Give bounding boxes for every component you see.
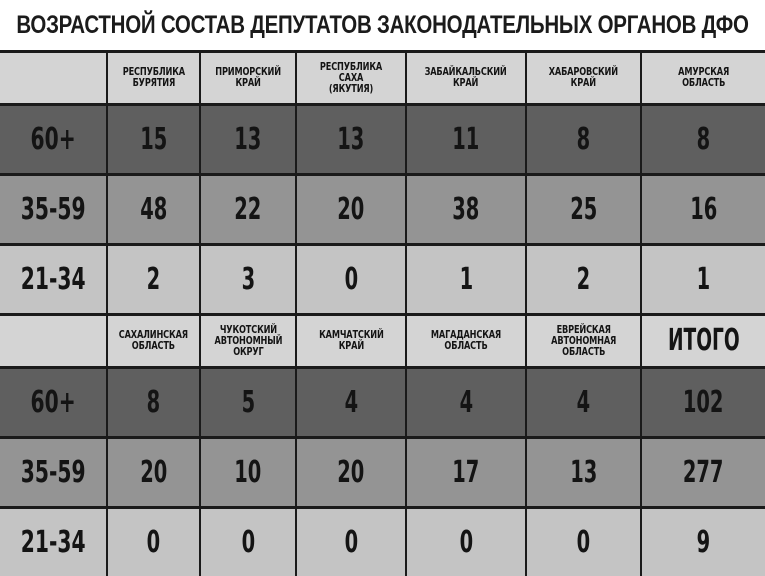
value-text: 277: [683, 455, 724, 490]
row-21-34: [0, 246, 765, 313]
header-label: РЕСПУБЛИКА САХА (ЯКУТИЯ): [319, 60, 383, 95]
header-label: ПРИМОРСКИЙ КРАЙ: [215, 66, 281, 89]
value-cell: [295, 439, 405, 506]
value-cell: [525, 439, 640, 506]
value-cell: [405, 176, 525, 243]
value-cell: [106, 176, 199, 243]
region-header: [199, 316, 295, 366]
value-text: 4: [576, 385, 591, 420]
age-group-label: [0, 369, 106, 436]
region-header: [199, 53, 295, 103]
value-cell: [640, 439, 765, 506]
row-35-59: [0, 176, 765, 243]
region-header: [640, 53, 765, 103]
header-label: АМУРСКАЯ ОБЛАСТЬ: [678, 66, 729, 89]
value-text: 38: [452, 192, 480, 227]
value-cell: [525, 369, 640, 436]
value-cell: [106, 246, 199, 313]
value-text: 1: [459, 262, 473, 297]
region-header: [405, 53, 525, 103]
value-text: 8: [576, 122, 591, 157]
value-text: 0: [576, 525, 591, 560]
age-group-label: [0, 106, 106, 173]
header-label: САХАЛИНСКАЯ ОБЛАСТЬ: [118, 329, 189, 352]
value-text: 17: [452, 455, 480, 490]
value-text: 15: [139, 122, 168, 157]
value-text: 0: [459, 525, 473, 560]
value-text: 0: [146, 525, 161, 560]
value-cell: [405, 439, 525, 506]
value-text: 3: [241, 262, 255, 297]
value-text: 4: [459, 385, 473, 420]
value-text: 25: [569, 192, 598, 227]
header-label: КАМЧАТСКИЙ КРАЙ: [318, 329, 384, 352]
region-header: [405, 316, 525, 366]
value-text: 4: [344, 385, 358, 420]
value-text: 0: [344, 525, 358, 560]
age-group-text: 60+: [30, 122, 76, 157]
value-text: 1: [696, 262, 711, 297]
value-cell: [295, 246, 405, 313]
value-text: 16: [689, 192, 718, 227]
value-text: 13: [569, 455, 598, 490]
value-cell: [199, 176, 295, 243]
value-cell: [199, 509, 295, 576]
value-cell: [525, 176, 640, 243]
region-header: [525, 316, 640, 366]
value-text: 9: [696, 525, 711, 560]
header-row: [0, 316, 765, 366]
value-cell: [199, 106, 295, 173]
value-text: 8: [146, 385, 161, 420]
value-text: 0: [344, 262, 358, 297]
value-cell: [199, 369, 295, 436]
header-corner-cell: [0, 316, 106, 366]
value-text: 8: [696, 122, 711, 157]
value-cell: [295, 509, 405, 576]
age-group-text: 35-59: [20, 192, 86, 227]
value-cell: [640, 176, 765, 243]
page-title: ВОЗРАСТНОЙ СОСТАВ ДЕПУТАТОВ ЗАКОНОДАТЕЛЬНЫХ ОРГАНОВ ДФО: [16, 10, 749, 39]
value-text: 20: [139, 455, 168, 490]
value-cell: [640, 106, 765, 173]
age-group-text: 60+: [30, 385, 76, 420]
value-text: 0: [241, 525, 255, 560]
value-text: 11: [452, 122, 480, 157]
region-header: [106, 53, 199, 103]
age-group-text: 21-34: [20, 262, 86, 297]
value-cell: [640, 509, 765, 576]
region-header: [106, 316, 199, 366]
header-label: ЗАБАЙКАЛЬСКИЙ КРАЙ: [424, 66, 508, 89]
value-cell: [525, 246, 640, 313]
row-35-59: [0, 439, 765, 506]
value-cell: [640, 246, 765, 313]
value-text: 2: [146, 262, 161, 297]
value-text: 20: [337, 192, 365, 227]
age-group-label: [0, 439, 106, 506]
value-cell: [295, 369, 405, 436]
value-cell: [405, 369, 525, 436]
row-60-plus: [0, 369, 765, 436]
header-label: РЕСПУБЛИКА БУРЯТИЯ: [122, 66, 185, 89]
header-label: ЧУКОТСКИЙ АВТОНОМНЫЙ ОКРУГ: [214, 323, 282, 358]
age-group-label: [0, 176, 106, 243]
value-cell: [106, 509, 199, 576]
value-cell: [199, 439, 295, 506]
value-cell: [640, 369, 765, 436]
value-text: 5: [241, 385, 255, 420]
value-cell: [525, 106, 640, 173]
age-group-text: 35-59: [20, 455, 86, 490]
header-label: ИТОГО: [667, 323, 740, 358]
value-cell: [295, 176, 405, 243]
row-21-34: [0, 509, 765, 576]
value-text: 102: [683, 385, 724, 420]
total-header: [640, 316, 765, 366]
value-cell: [295, 106, 405, 173]
row-60-plus: [0, 106, 765, 173]
value-text: 22: [234, 192, 262, 227]
value-cell: [199, 246, 295, 313]
age-group-label: [0, 509, 106, 576]
header-row: [0, 53, 765, 103]
value-cell: [405, 509, 525, 576]
header-label: ЕВРЕЙСКАЯ АВТОНОМНАЯ ОБЛАСТЬ: [550, 323, 617, 358]
age-group-label: [0, 246, 106, 313]
value-cell: [405, 246, 525, 313]
header-label: ХАБАРОВСКИЙ КРАЙ: [548, 66, 619, 89]
value-cell: [405, 106, 525, 173]
value-text: 20: [337, 455, 365, 490]
value-text: 13: [234, 122, 262, 157]
age-group-text: 21-34: [20, 525, 86, 560]
value-cell: [106, 369, 199, 436]
value-cell: [525, 509, 640, 576]
value-text: 13: [337, 122, 365, 157]
header-label: МАГАДАНСКАЯ ОБЛАСТЬ: [430, 329, 502, 352]
region-header: [525, 53, 640, 103]
value-text: 10: [234, 455, 262, 490]
header-corner-cell: [0, 53, 106, 103]
value-text: 2: [576, 262, 591, 297]
value-cell: [106, 439, 199, 506]
region-header: [295, 316, 405, 366]
value-text: 48: [139, 192, 168, 227]
value-cell: [106, 106, 199, 173]
region-header: [295, 53, 405, 103]
